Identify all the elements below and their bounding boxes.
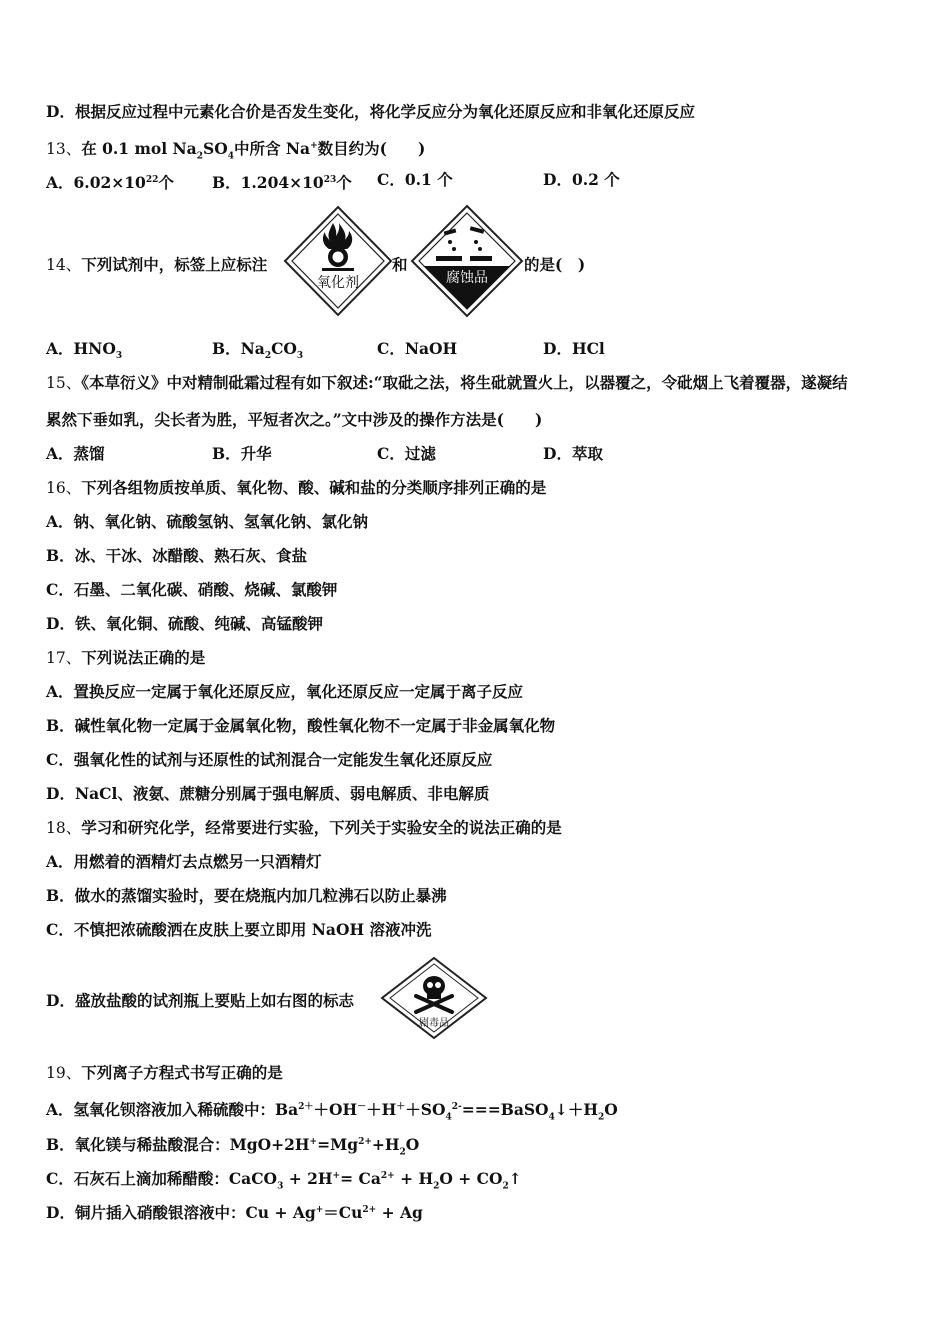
q19-text: 下列离子方程式书写正确的是 (81, 1063, 283, 1082)
q13-text: 中所含 Na (233, 139, 311, 159)
q16-stem (46, 478, 546, 498)
q13-sub: 4 (227, 151, 234, 162)
q13-option-b: B．$1.204\times 10^{23}$个 (212, 173, 352, 193)
q15-stem-line2: 累然下垂如乳，尖长者为胜，平短者次之。”文中涉及的操作方法是( ) (46, 410, 543, 429)
q16-text: 下列各组物质按单质、氧化物、酸、碱和盐的分类顺序排列正确的是 (81, 478, 547, 497)
q19-option-a: A．氢氧化钡溶液加入稀硫酸中：$Ba^{2+}+OH^-+H^++SO_4^{2-}===BaSO_4↓+H_2O$ (46, 1100, 618, 1123)
q15-stem-line1 (46, 373, 848, 393)
q19-option-c: C．石灰石上滴加稀醋酸：CaCO$_3$ + $2H^+= Ca^{2+} + H_2O$ + $CO_2↑$ (46, 1169, 522, 1192)
q14-option-d: D．HCl (543, 339, 605, 358)
q18-option-c: C．不慎把浓硫酸洒在皮肤上要立即用 NaOH 溶液冲洗 (46, 920, 432, 939)
q12-option-d: D．根据反应过程中元素化合价是否发生变化，将化学反应分为氧化还原反应和非氧化还原反应 (46, 102, 695, 121)
q13-option-c: C．0.1 个 (377, 170, 453, 189)
q15-option-a: A．蒸馏 (46, 444, 105, 463)
q15-number: 15、 (46, 374, 82, 392)
q15-option-c: C．过滤 (377, 444, 436, 463)
q18-option-b: B．做水的蒸馏实验时，要在烧瓶内加几粒沸石以防止暴沸 (46, 886, 447, 905)
toxic-label-icon (380, 956, 488, 1040)
toxic-label-text: 剧毒品 (419, 1018, 449, 1029)
q14-stem-part2: 的是( ) (524, 255, 586, 274)
q18-text: 学习和研究化学，经常要进行实验，下列关于实验安全的说法正确的是 (81, 818, 562, 837)
q13-text: 数目约为( ) (317, 139, 426, 159)
q17-text: 下列说法正确的是 (81, 648, 206, 667)
q19-option-b: B．氧化镁与稀盐酸混合：$MgO+2H^+=Mg^{2+}+H_2O$ (46, 1135, 420, 1158)
oxidizer-label-text: 氧化剂 (317, 275, 359, 291)
q18-option-a: A．用燃着的酒精灯去点燃另一只酒精灯 (46, 852, 322, 871)
q15-text: 《本草衍义》中对精制砒霜过程有如下叙述:“取砒之法，将生砒就置火上，以器覆之，令砒烟上飞着覆器，遂凝结 (81, 373, 848, 392)
q14-option-c: C．NaOH (377, 339, 458, 358)
q13-number: 13、 (46, 140, 82, 159)
q14-option-b: B．$Na_2CO_3$ (212, 339, 304, 362)
q15-option-b: B．升华 (212, 444, 272, 463)
q13-text: SO (203, 139, 228, 159)
q13-sub: 2 (196, 151, 203, 162)
q13-stem (46, 136, 425, 166)
q14-text: 下列试剂中，标签上应标注 (81, 255, 268, 274)
corrosive-label-text: 腐蚀品 (446, 270, 488, 286)
q18-number: 18、 (46, 819, 82, 837)
corrosive-label-icon (410, 204, 524, 318)
q14-and: 和 (392, 255, 408, 274)
q16-option-a: A．钠、氧化钠、硫酸氢钠、氢氧化钠、氯化钠 (46, 512, 369, 531)
q17-option-a: A．置换反应一定属于氧化还原反应，氧化还原反应一定属于离子反应 (46, 682, 524, 701)
q16-option-d: D．铁、氧化铜、硫酸、纯碱、高锰酸钾 (46, 614, 323, 633)
q14-number: 14、 (46, 256, 82, 274)
q16-option-b: B．冰、干冰、冰醋酸、熟石灰、食盐 (46, 546, 308, 565)
q14-option-a: A．$HNO_3$ (46, 339, 123, 362)
q17-option-c: C．强氧化性的试剂与还原性的试剂混合一定能发生氧化还原反应 (46, 750, 493, 769)
q18-option-d: D．盛放盐酸的试剂瓶上要贴上如右图的标志 (46, 991, 354, 1010)
q17-stem (46, 648, 205, 668)
q14-stem-part1 (46, 255, 267, 275)
q13-sup: + (310, 141, 318, 151)
q13-text: 在 0.1 mol Na (81, 139, 197, 159)
q17-option-b: B．碱性氧化物一定属于金属氧化物，酸性氧化物不一定属于非金属氧化物 (46, 716, 556, 735)
q19-option-d: D．铜片插入硝酸银溶液中：$Cu + Ag^+=Cu^{2+} + Ag$ (46, 1203, 423, 1223)
q16-number: 16、 (46, 479, 82, 497)
q15-option-d: D．萃取 (543, 444, 603, 463)
q18-stem (46, 818, 562, 838)
q19-number: 19、 (46, 1064, 82, 1082)
q17-number: 17、 (46, 649, 82, 667)
q17-option-d: D．NaCl、液氨、蔗糖分别属于强电解质、弱电解质、非电解质 (46, 784, 490, 803)
oxidizer-label-icon (283, 205, 393, 317)
q13-option-a: A．$6.02\times 10^{22}$个 (46, 173, 174, 193)
q19-stem (46, 1063, 283, 1083)
q13-option-d: D．0.2 个 (543, 170, 620, 189)
q16-option-c: C．石墨、二氧化碳、硝酸、烧碱、氯酸钾 (46, 580, 338, 599)
